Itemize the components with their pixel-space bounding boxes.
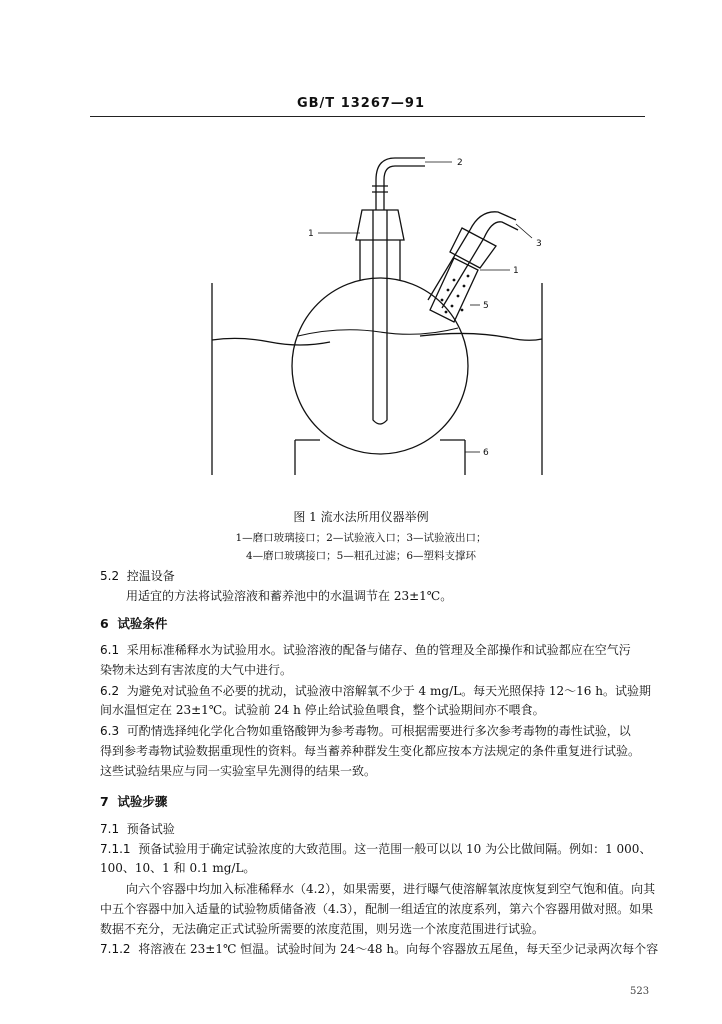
figure-label-5: 5 <box>483 301 489 311</box>
section-6-3-line3: 这些试验结果应与同一实验室早先测得的结果一致。 <box>100 764 377 778</box>
page-header: GB/T 13267—91 <box>296 96 426 111</box>
section-5-2-heading: 5.2 控温设备 <box>100 569 175 583</box>
section-6-2-line2: 间水温恒定在 23±1℃。试验前 24 h 停止给试验鱼喂食，整个试验期间亦不喂食。 <box>100 703 545 717</box>
figure-label-2: 2 <box>457 158 463 168</box>
section-7-1-1-line3: 向六个容器中均加入标准稀释水（4.2），如果需要，进行曝气使溶解氧浓度恢复到空气饱和值。向其 <box>126 882 656 896</box>
figure-legend-line1: 1—磨口玻璃接口；2—试验液入口；3—试验液出口； <box>235 532 487 544</box>
section-6-3-line1: 6.3 可酌情选择纯化学化合物如重铬酸钾为参考毒物。可根据需要进行多次参考毒物的毒性试验，以 <box>100 724 631 738</box>
section-7-heading: 7 试验步骤 <box>100 794 168 809</box>
section-6-heading: 6 试验条件 <box>100 616 168 631</box>
section-7-1-2-line1: 7.1.2 将溶液在 23±1℃ 恒温。试验时间为 24～48 h。向每个容器放五尾鱼，每天至少记录两次每个容 <box>100 942 659 956</box>
figure-caption: 图 1 流水法所用仪器举例 <box>293 510 429 524</box>
section-6-1-line2: 染物未达到有害浓度的大气中进行。 <box>100 663 293 677</box>
figure-label-3: 3 <box>536 239 542 249</box>
section-6-2-line1: 6.2 为避免对试验鱼不必要的扰动，试验液中溶解氧不少于 4 mg/L。每天光照保持 12～16 h。试验期 <box>100 684 651 698</box>
section-7-1-1-line4: 中五个容器中加入适量的试验物质储备液（4.3），配制一组适宜的浓度系列，第六个容器用做对照。如果 <box>100 902 654 916</box>
page-number: 523 <box>630 986 650 997</box>
header-rule <box>90 116 645 117</box>
section-6-3-line2: 得到参考毒物试验数据重现性的资料。每当蓄养种群发生变化都应按本方法规定的条件重复进行试验。 <box>100 744 641 758</box>
section-7-1-1-line1: 7.1.1 预备试验用于确定试验浓度的大致范围。这一范围一般可以以 10 为公比做间隔。例如：1 000、 <box>100 842 652 856</box>
section-7-1-1-line5: 数据不充分，无法确定正式试验所需要的浓度范围，则另选一个浓度范围进行试验。 <box>100 922 545 936</box>
section-6-1-line1: 6.1 采用标准稀释水为试验用水。试验溶液的配备与储存、鱼的管理及全部操作和试验都应在空气污 <box>100 643 631 657</box>
figure-label-1a: 1 <box>308 229 314 239</box>
figure-legend-line2: 4—磨口玻璃接口；5—粗孔过滤；6—塑料支撑环 <box>245 550 477 562</box>
apparatus-figure <box>180 140 560 480</box>
section-7-1-1-line2: 100、10、1 和 0.1 mg/L。 <box>100 861 256 875</box>
figure-label-1b: 1 <box>513 266 519 276</box>
figure-label-6: 6 <box>483 448 489 458</box>
section-5-2-text: 用适宜的方法将试验溶液和蓄养池中的水温调节在 23±1℃。 <box>126 589 453 603</box>
section-7-1-heading: 7.1 预备试验 <box>100 822 175 836</box>
